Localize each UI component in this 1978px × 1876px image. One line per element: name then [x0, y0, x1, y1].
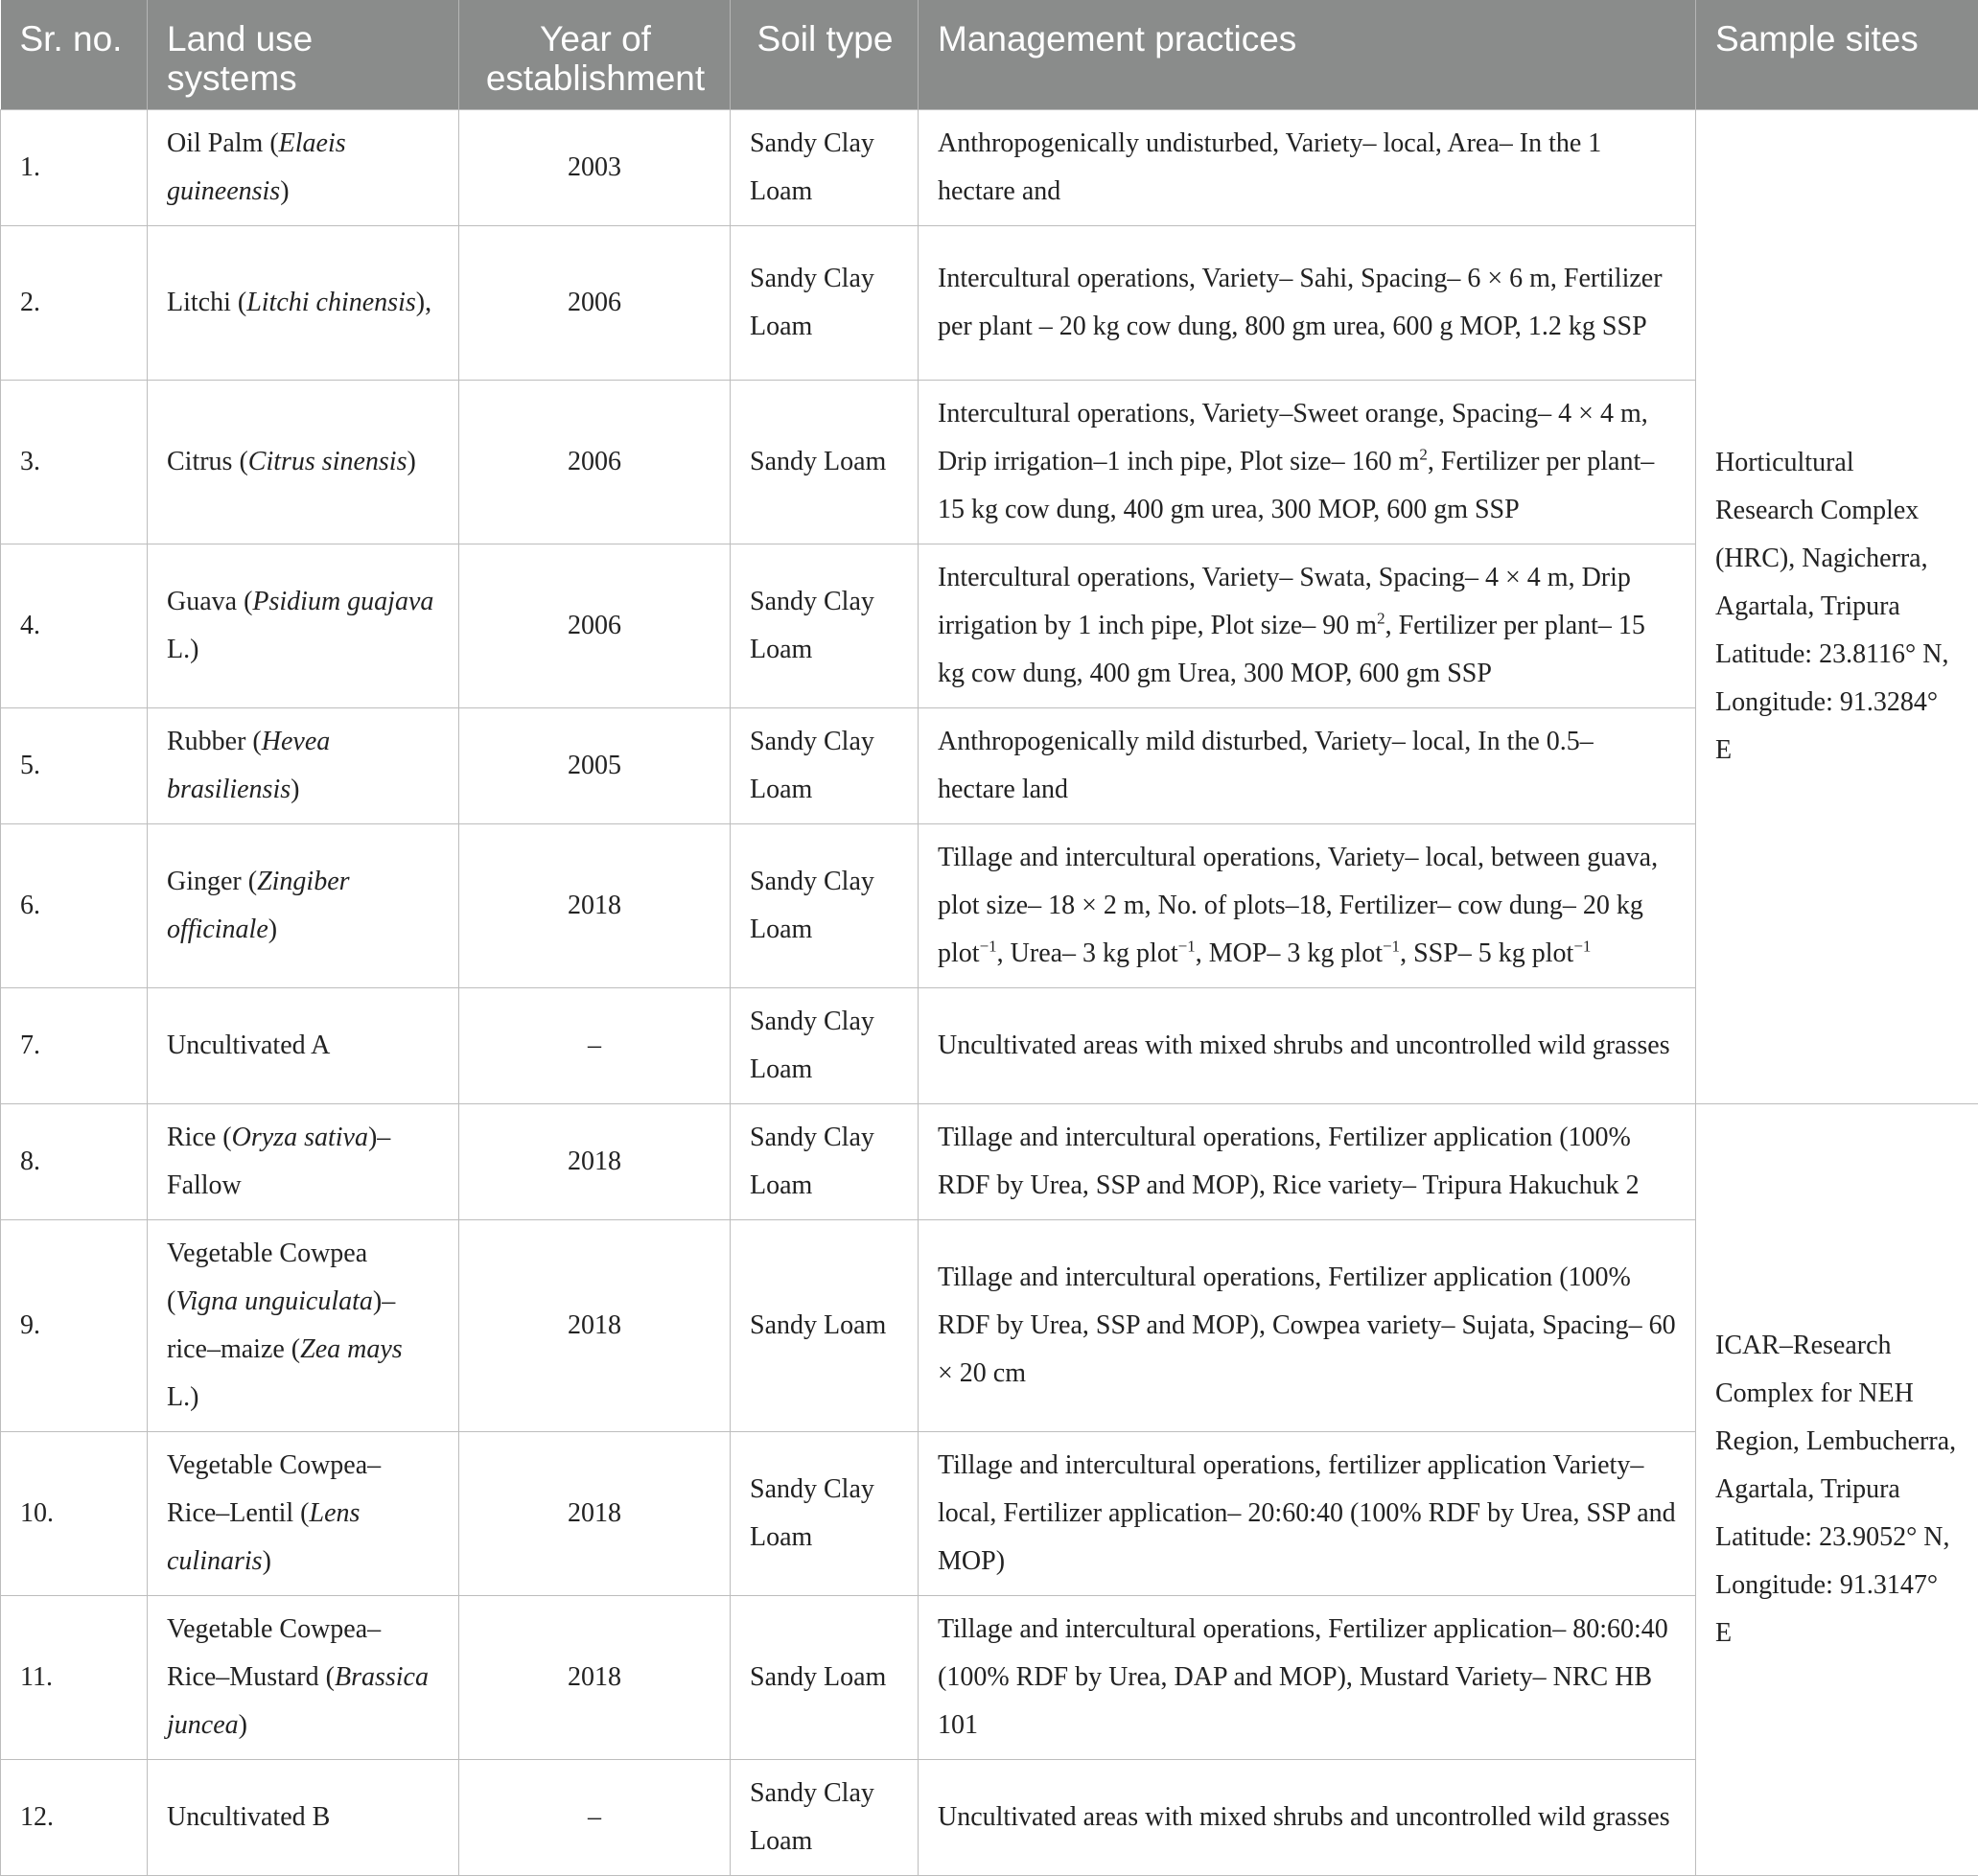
- year-cell: 2018: [459, 1596, 731, 1760]
- sr-no-cell: 4.: [1, 544, 148, 708]
- table-row: [1, 110, 1978, 226]
- land-use-cell: Oil Palm (Elaeis guineensis): [148, 110, 459, 226]
- management-cell: Tillage and intercultural operations, Fertilizer application– 80:60:40 (100% RDF by Urea, DAP and MOP), Mustard Variety– NRC HB 101: [919, 1596, 1696, 1760]
- sr-no-cell: 9.: [1, 1220, 148, 1432]
- year-cell: 2018: [459, 824, 731, 988]
- sr-no-cell: 11.: [1, 1596, 148, 1760]
- table-body: [1, 110, 1978, 1876]
- sr-no-cell: 8.: [1, 1104, 148, 1220]
- management-cell: Intercultural operations, Variety– Swata, Spacing– 4 × 4 m, Drip irrigation by 1 inch pipe, Plot size– 90 $m^2$, Fertilizer per plant– 15 kg cow dung, 400 gm Urea, 300 MOP, 600 gm SSP: [919, 544, 1696, 708]
- site-name: ICAR–Research Complex for NEH Region, Lembucherra, Agartala, Tripura: [1715, 1322, 1959, 1514]
- table-row: [1, 381, 1978, 544]
- land-use-cell: Vegetable Cowpea– Rice–Lentil (Lens culinaris): [148, 1432, 459, 1596]
- management-cell: Intercultural operations, Variety–Sweet orange, Spacing– 4 × 4 m, Drip irrigation–1 inch pipe, Plot size– 160 $m^2$, Fertilizer per plant– 15 kg cow dung, 400 gm urea, 300 MOP, 600 gm SSP: [919, 381, 1696, 544]
- year-cell: –: [459, 988, 731, 1104]
- land-use-cell: Vegetable Cowpea– Rice–Mustard (Brassica juncea): [148, 1596, 459, 1760]
- management-cell: Uncultivated areas with mixed shrubs and uncontrolled wild grasses: [919, 1760, 1696, 1876]
- table-row: [1, 824, 1978, 988]
- year-cell: 2018: [459, 1104, 731, 1220]
- table-row: [1, 1596, 1978, 1760]
- sr-no-cell: 7.: [1, 988, 148, 1104]
- sr-no-cell: 2.: [1, 226, 148, 381]
- soil-type-cell: Sandy Clay Loam: [731, 110, 919, 226]
- site-longitude: Longitude: 91.3147° E: [1715, 1562, 1959, 1657]
- year-cell: 2006: [459, 381, 731, 544]
- header-management-practices: Management practices: [919, 0, 1696, 110]
- land-use-cell: Ginger (Zingiber officinale): [148, 824, 459, 988]
- site-latitude: Latitude: 23.8116° N,: [1715, 631, 1959, 679]
- year-cell: 2018: [459, 1220, 731, 1432]
- land-use-cell: Guava (Psidium guajava L.): [148, 544, 459, 708]
- soil-type-cell: Sandy Loam: [731, 1220, 919, 1432]
- table-row: [1, 1432, 1978, 1596]
- soil-type-cell: Sandy Clay Loam: [731, 708, 919, 824]
- table-row: [1, 1104, 1978, 1220]
- table-header: [1, 0, 1978, 110]
- year-cell: 2005: [459, 708, 731, 824]
- year-cell: –: [459, 1760, 731, 1876]
- management-cell: Uncultivated areas with mixed shrubs and uncontrolled wild grasses: [919, 988, 1696, 1104]
- sample-site-hrc: [1696, 110, 1978, 1104]
- soil-type-cell: Sandy Clay Loam: [731, 544, 919, 708]
- sr-no-cell: 1.: [1, 110, 148, 226]
- table-row: [1, 226, 1978, 381]
- soil-type-cell: Sandy Clay Loam: [731, 1104, 919, 1220]
- management-cell: Tillage and intercultural operations, fertilizer application Variety– local, Fertilizer application– 20:60:40 (100% RDF by Urea, SSP and MOP): [919, 1432, 1696, 1596]
- header-row: [1, 0, 1978, 110]
- sr-no-cell: 3.: [1, 381, 148, 544]
- table-row: [1, 988, 1978, 1104]
- table-row: [1, 708, 1978, 824]
- management-cell: Intercultural operations, Variety– Sahi, Spacing– 6 × 6 m, Fertilizer per plant – 20 kg cow dung, 800 gm urea, 600 g MOP, 1.2 kg SSP: [919, 226, 1696, 381]
- soil-type-cell: Sandy Clay Loam: [731, 824, 919, 988]
- header-year-of-establishment: Year of establishment: [459, 0, 731, 110]
- soil-type-cell: Sandy Clay Loam: [731, 226, 919, 381]
- management-cell: Tillage and intercultural operations, Fertilizer application (100% RDF by Urea, SSP and MOP), Cowpea variety– Sujata, Spacing– 60 × 20 cm: [919, 1220, 1696, 1432]
- management-cell: Tillage and intercultural operations, Variety– local, between guava, plot size– 18 × 2 m, No. of plots–18, Fertilizer– cow dung– 20 kg plot$^{-1}$, Urea– 3 kg plot$^{-1}$, MOP– 3 kg plot$^{-1}$, SSP– 5 kg plot$^{-1}$: [919, 824, 1696, 988]
- management-cell: Tillage and intercultural operations, Fertilizer application (100% RDF by Urea, SSP and MOP), Rice variety– Tripura Hakuchuk 2: [919, 1104, 1696, 1220]
- site-longitude: Longitude: 91.3284° E: [1715, 679, 1959, 775]
- land-use-cell: Rubber (Hevea brasiliensis): [148, 708, 459, 824]
- land-use-cell: Uncultivated B: [148, 1760, 459, 1876]
- year-cell: 2006: [459, 226, 731, 381]
- land-use-cell: Citrus (Citrus sinensis): [148, 381, 459, 544]
- land-use-cell: Litchi (Litchi chinensis),: [148, 226, 459, 381]
- sr-no-cell: 5.: [1, 708, 148, 824]
- soil-type-cell: Sandy Clay Loam: [731, 1760, 919, 1876]
- sr-no-cell: 12.: [1, 1760, 148, 1876]
- land-use-cell: Rice (Oryza sativa)– Fallow: [148, 1104, 459, 1220]
- header-soil-type: Soil type: [731, 0, 919, 110]
- year-cell: 2006: [459, 544, 731, 708]
- land-use-cell: Uncultivated A: [148, 988, 459, 1104]
- site-name: Horticultural Research Complex (HRC), Nagicherra, Agartala, Tripura: [1715, 439, 1959, 631]
- management-cell: Anthropogenically mild disturbed, Variety– local, In the 0.5– hectare land: [919, 708, 1696, 824]
- soil-type-cell: Sandy Loam: [731, 381, 919, 544]
- header-sample-sites: Sample sites: [1696, 0, 1978, 110]
- soil-type-cell: Sandy Clay Loam: [731, 1432, 919, 1596]
- sr-no-cell: 6.: [1, 824, 148, 988]
- sr-no-cell: 10.: [1, 1432, 148, 1596]
- site-latitude: Latitude: 23.9052° N,: [1715, 1514, 1959, 1562]
- table-row: [1, 1760, 1978, 1876]
- sample-site-icar: [1696, 1104, 1978, 1876]
- management-cell: Anthropogenically undisturbed, Variety– local, Area– In the 1 hectare and: [919, 110, 1696, 226]
- soil-type-cell: Sandy Clay Loam: [731, 988, 919, 1104]
- header-sr-no: Sr. no.: [1, 0, 148, 110]
- land-use-cell: Vegetable Cowpea (Vigna unguiculata)– rice–maize (Zea mays L.): [148, 1220, 459, 1432]
- header-land-use-systems: Land use systems: [148, 0, 459, 110]
- year-cell: 2003: [459, 110, 731, 226]
- year-cell: 2018: [459, 1432, 731, 1596]
- soil-type-cell: Sandy Loam: [731, 1596, 919, 1760]
- table-row: [1, 1220, 1978, 1432]
- table-row: [1, 544, 1978, 708]
